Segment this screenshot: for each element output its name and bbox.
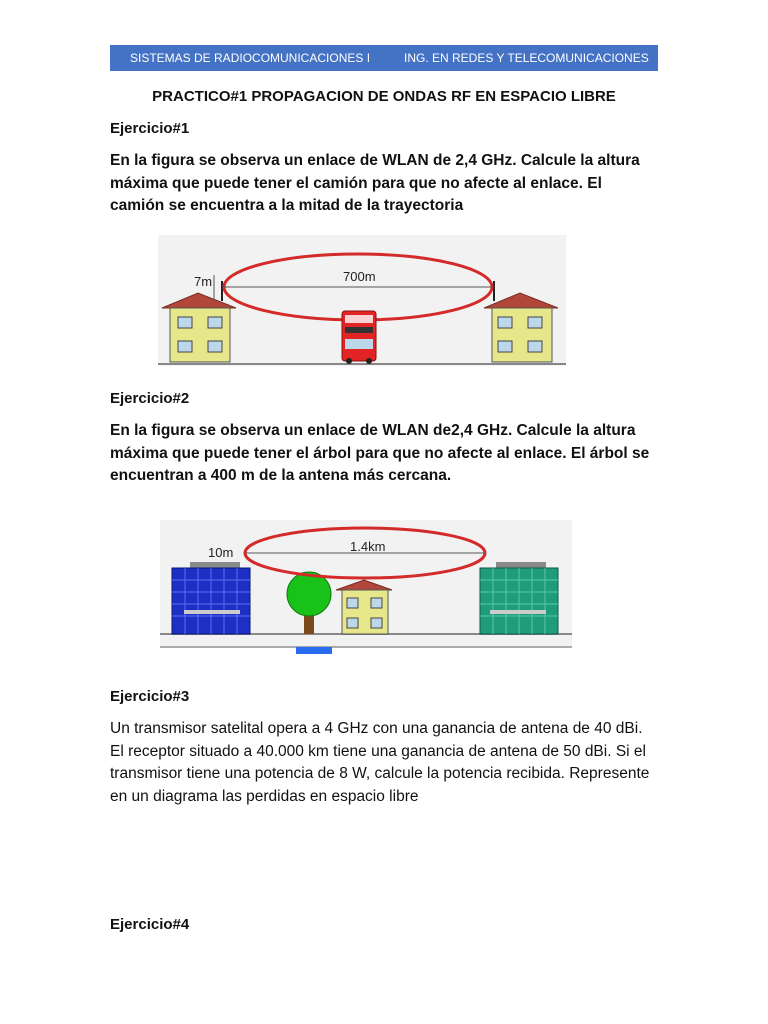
exercise-4-heading: Ejercicio#4 <box>110 916 190 933</box>
exercise-3-text: Un transmisor satelital opera a 4 GHz con una ganancia de antena de 40 dBi. El receptor situado a 40.000 km tiene una ganancia de antena de 50 dBi. Si el transmisor tiene una potencia de 8 W, calcule la potencia recibida. Represente en un diagrama las perdidas en espacio libre <box>110 720 650 805</box>
exercise-2-text: En la figura se observa un enlace de WLAN de2,4 GHz. Calcule la altura máxima que puede tener el árbol para que no afecte al enlace. El árbol se encuentran a 400 m de la antena más cercana. <box>110 422 650 484</box>
exercise-2-heading: Ejercicio#2 <box>110 390 190 407</box>
exercise-1-text: En la figura se observa un enlace de WLAN de 2,4 GHz. Calcule la altura máxima que puede tener el camión para que no afecte al enlace. El camión se encuentra a la mitad de la trayectoria <box>110 152 640 214</box>
right-house <box>484 293 558 362</box>
left-house <box>162 293 236 362</box>
distance-label: 700m <box>343 269 376 284</box>
right-building <box>480 562 558 634</box>
height-label: 10m <box>208 545 234 560</box>
exercise-1-figure <box>158 235 566 366</box>
document-title: PRACTICO#1 PROPAGACION DE ONDAS RF EN ESPACIO LIBRE <box>152 88 616 105</box>
distance-label: 1.4km <box>350 539 386 554</box>
exercise-1-heading: Ejercicio#1 <box>110 120 190 137</box>
course-name: SISTEMAS DE RADIOCOMUNICACIONES I <box>130 51 371 65</box>
height-label: 7m <box>194 274 213 289</box>
exercise-2-figure <box>160 520 572 654</box>
left-building <box>172 562 250 634</box>
small-house <box>336 580 392 634</box>
bus <box>342 311 376 364</box>
exercise-3-heading: Ejercicio#3 <box>110 688 190 705</box>
program-name: ING. EN REDES Y TELECOMUNICACIONES <box>404 51 649 65</box>
document-header <box>110 45 658 71</box>
water-mark <box>296 647 332 654</box>
